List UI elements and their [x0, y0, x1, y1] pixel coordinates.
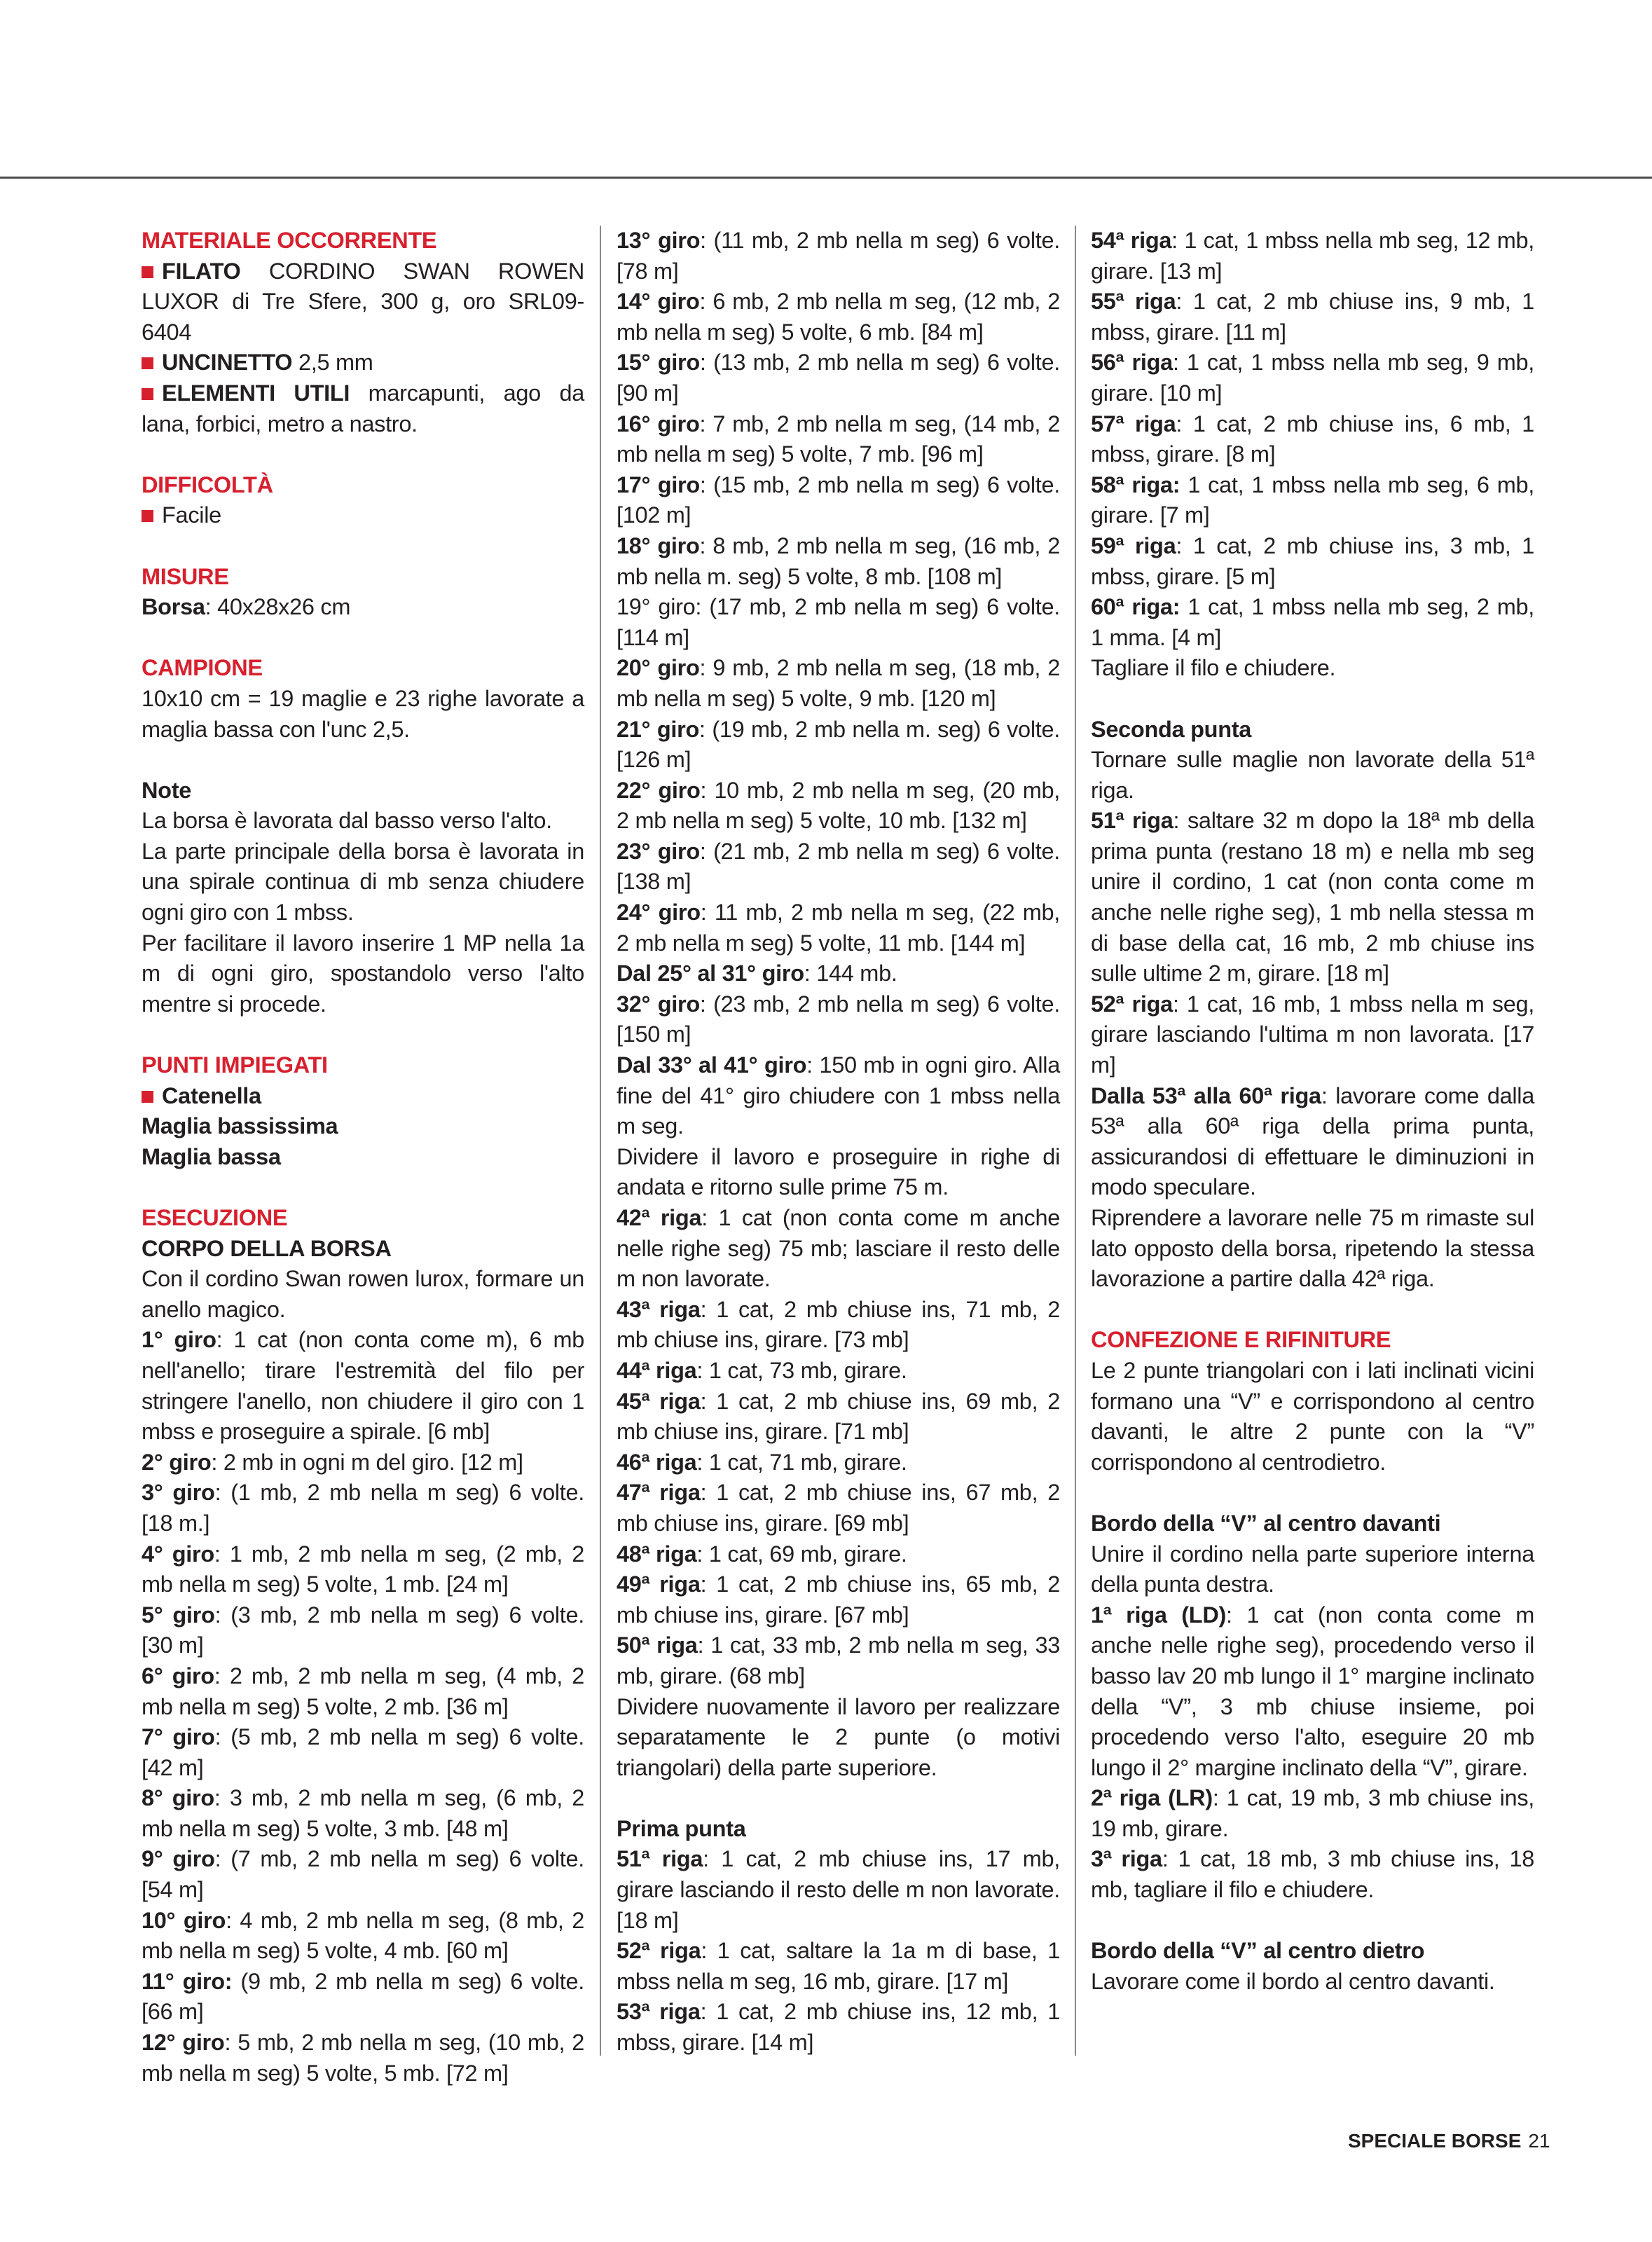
- body-text: : 1 cat, 1 mbss nella mb seg, 12 mb, girare. [13 m]: [1091, 228, 1534, 284]
- bold-label: Bordo della “V” al centro dietro: [1091, 1938, 1425, 1964]
- paragraph: [142, 684, 584, 745]
- bold-label: 17° giro: [617, 472, 700, 497]
- bold-label: Catenella: [162, 1082, 261, 1108]
- paragraph: [617, 1936, 1060, 1997]
- body-text: : 4 mb, 2 mb nella m seg, (8 mb, 2 mb nella m seg) 5 volte, 4 mb. [60 m]: [142, 1907, 584, 1964]
- paragraph: [1091, 806, 1534, 989]
- body-text: : 6 mb, 2 mb nella m seg, (12 mb, 2 mb nella m seg) 5 volte, 6 mb. [84 m]: [617, 289, 1060, 345]
- bold-label: 18° giro: [617, 532, 700, 558]
- body-text: : 1 cat (non conta come m), 6 mb nell'anello; tirare l'estremità del filo per stringere l'anello, non chiudere il giro con 1 mbss e proseguire a spirale. [6 mb]: [142, 1327, 584, 1445]
- body-text: 19° giro: (17 mb, 2 mb nella m seg) 6 volte. [114 m]: [617, 594, 1060, 650]
- bold-label: 9° giro: [142, 1846, 215, 1872]
- bold-label: 44ª riga: [617, 1357, 697, 1383]
- paragraph: [1091, 531, 1534, 592]
- paragraph: [142, 1722, 584, 1783]
- paragraph: [142, 1783, 584, 1844]
- body-text: : 7 mb, 2 mb nella m seg, (14 mb, 2 mb nella m seg) 5 volte, 7 mb. [96 m]: [617, 411, 1060, 467]
- paragraph: [142, 1447, 584, 1478]
- body-text: : 1 cat, 2 mb chiuse ins, 3 mb, 1 mbss, girare. [5 m]: [1091, 532, 1534, 589]
- bold-label: 13° giro: [617, 228, 701, 253]
- body-text: : 1 cat, 73 mb, girare.: [696, 1357, 907, 1383]
- bold-label: 46ª riga: [617, 1449, 697, 1475]
- paragraph: [617, 287, 1060, 348]
- paragraph: [1091, 715, 1534, 745]
- paragraph: [1091, 653, 1534, 684]
- paragraph: [617, 1050, 1060, 1142]
- body-text: : 1 cat (non conta come m anche nelle righe seg), procedendo verso il basso lav 20 mb lungo il 1° margine inclinato della “V”, 3 mb chiuse insieme, poi procedendo verso l'alto, eseguire 20 mb lungo il 2° margine inclinato della “V”, girare.: [1091, 1602, 1534, 1780]
- body-text: : 5 mb, 2 mb nella m seg, (10 mb, 2 mb nella m seg) 5 volte, 5 mb. [72 m]: [142, 2030, 584, 2086]
- paragraph: [617, 226, 1060, 287]
- body-text: La borsa è lavorata dal basso verso l'alto.: [142, 808, 552, 834]
- body-text: : 40x28x26 cm: [205, 594, 351, 620]
- paragraph: [1091, 348, 1534, 408]
- body-text: La parte principale della borsa è lavorata in una spirale continua di mb senza chiudere ogni giro con 1 mbss.: [142, 838, 584, 926]
- paragraph: [617, 1203, 1060, 1295]
- bullet-item: [142, 378, 584, 439]
- bold-label: 60ª riga:: [1091, 594, 1181, 620]
- paragraph: [1091, 1844, 1534, 1905]
- body-text: : 2 mb, 2 mb nella m seg, (4 mb, 2 mb nella m seg) 5 volte, 2 mb. [36 m]: [142, 1663, 584, 1719]
- bullet-item: [142, 500, 584, 531]
- body-text: (9 mb, 2 mb nella m seg) 6 volte. [66 m]: [142, 1968, 584, 2025]
- paragraph: [617, 348, 1060, 408]
- bold-label: 43ª riga: [617, 1296, 701, 1322]
- bold-label: 11° giro:: [142, 1968, 233, 1994]
- body-text: : (5 mb, 2 mb nella m seg) 6 volte. [42 m]: [142, 1724, 585, 1780]
- bold-label: 3ª riga: [1091, 1846, 1162, 1872]
- square-bullet-icon: [142, 266, 153, 278]
- bold-label: 4° giro: [142, 1541, 214, 1567]
- body-text: : (3 mb, 2 mb nella m seg) 6 volte. [30 m]: [142, 1602, 585, 1658]
- paragraph: [142, 1539, 584, 1600]
- paragraph: [1091, 989, 1534, 1081]
- section-heading: CONFEZIONE E RIFINITURE: [1091, 1327, 1391, 1353]
- bold-label: 52ª riga: [617, 1938, 701, 1964]
- bold-label: 24° giro: [617, 900, 701, 926]
- paragraph: [142, 776, 584, 806]
- paragraph: [142, 1906, 584, 1967]
- bold-label: Seconda punta: [1091, 716, 1252, 742]
- body-text: : 1 cat, 2 mb chiuse ins, 12 mb, 1 mbss, girare. [14 m]: [617, 1999, 1060, 2056]
- bold-label: 21° giro: [617, 716, 700, 742]
- body-text: marcapunti, ago da lana, forbici, metro a nastro.: [142, 380, 584, 436]
- paragraph: [617, 1569, 1060, 1630]
- paragraph: [1091, 409, 1534, 470]
- bold-label: 51ª riga: [1091, 808, 1173, 834]
- body-text: Tagliare il filo e chiudere.: [1091, 655, 1336, 681]
- paragraph: [617, 1142, 1060, 1203]
- paragraph-gap: [1091, 1295, 1534, 1326]
- paragraph: [617, 776, 1060, 837]
- body-text: : 1 cat (non conta come m anche nelle righe seg) 75 mb; lasciare il resto delle m non lavorate.: [617, 1205, 1060, 1292]
- bold-label: 12° giro: [142, 2030, 225, 2056]
- body-text: : (11 mb, 2 mb nella m seg) 6 volte. [78 m]: [617, 228, 1060, 284]
- body-text: : 8 mb, 2 mb nella m seg, (16 mb, 2 mb nella m. seg) 5 volte, 8 mb. [108 m]: [617, 532, 1060, 589]
- paragraph: [142, 1967, 584, 2028]
- paragraph-gap: [142, 439, 584, 470]
- bold-label: 54ª riga: [1091, 228, 1172, 253]
- paragraph-gap: [1091, 1906, 1534, 1937]
- paragraph: [1091, 1967, 1534, 1997]
- paragraph: [1091, 592, 1534, 653]
- paragraph: [1091, 1508, 1534, 1539]
- footer-section: SPECIALE BORSE: [1348, 2130, 1522, 2152]
- column-divider: [600, 226, 601, 2056]
- body-text: : (21 mb, 2 mb nella m seg) 6 volte. [138 m]: [617, 838, 1060, 895]
- paragraph: [617, 1997, 1060, 2058]
- bold-label: UNCINETTO: [162, 350, 293, 376]
- bold-label: 56ª riga: [1091, 350, 1173, 376]
- bold-label: ELEMENTI UTILI: [162, 380, 350, 406]
- bold-label: Maglia bassissima: [142, 1113, 338, 1139]
- column-1: [142, 226, 584, 2089]
- bold-label: 8° giro: [142, 1785, 214, 1811]
- body-text: : 2 mb in ogni m del giro. [12 m]: [211, 1449, 523, 1475]
- body-text: CORDINO SWAN ROWEN LUXOR di Tre Sfere, 300 g, oro SRL09-6404: [142, 258, 584, 345]
- bold-label: 2° giro: [142, 1449, 212, 1475]
- square-bullet-icon: [142, 1091, 153, 1103]
- body-text: 1 cat, 1 mbss nella mb seg, 2 mb, 1 mma. [4 m]: [1091, 594, 1535, 650]
- bold-label: 2ª riga (LR): [1091, 1785, 1213, 1811]
- paragraph: [1091, 287, 1534, 348]
- body-text: : 11 mb, 2 mb nella m seg, (22 mb, 2 mb nella m seg) 5 volte, 11 mb. [144 m]: [617, 900, 1060, 956]
- column-2: [617, 226, 1060, 2058]
- bold-label: Dalla 53ª alla 60ª riga: [1091, 1082, 1321, 1108]
- bold-label: 1° giro: [142, 1327, 216, 1353]
- column-divider: [1075, 226, 1076, 2056]
- bold-label: 6° giro: [142, 1663, 214, 1689]
- paragraph: [617, 1478, 1060, 1539]
- body-text: : 1 cat, 2 mb chiuse ins, 69 mb, 2 mb chiuse ins, girare. [71 mb]: [617, 1388, 1060, 1445]
- paragraph: [1091, 1936, 1534, 1967]
- paragraph: [617, 989, 1060, 1050]
- bold-label: 22° giro: [617, 777, 701, 803]
- bold-label: Prima punta: [617, 1815, 746, 1841]
- bold-label: Bordo della “V” al centro davanti: [1091, 1510, 1441, 1536]
- bold-label: 58ª riga:: [1091, 472, 1181, 497]
- body-text: : (7 mb, 2 mb nella m seg) 6 volte. [54 m]: [142, 1846, 585, 1903]
- section-heading: CAMPIONE: [142, 655, 263, 681]
- paragraph: [1091, 226, 1534, 287]
- body-text: : 1 cat, 1 mbss nella mb seg, 9 mb, girare. [10 m]: [1091, 350, 1534, 406]
- body-text: : 1 cat, 33 mb, 2 mb nella m seg, 33 mb, girare. (68 mb]: [617, 1632, 1060, 1689]
- paragraph: [142, 1478, 584, 1539]
- paragraph: [617, 837, 1060, 898]
- paragraph: [617, 1630, 1060, 1691]
- paragraph-gap: [142, 1172, 584, 1203]
- body-text: : 150 mb in ogni giro. Alla fine del 41° giro chiudere con 1 mbss nella m seg.: [617, 1052, 1060, 1139]
- section-heading: ESECUZIONE: [142, 1205, 288, 1230]
- section-heading: PUNTI IMPIEGATI: [142, 1052, 328, 1078]
- header-rule: [0, 177, 1652, 179]
- body-text: : 1 cat, saltare la 1a m di base, 1 mbss nella m seg, 16 mb, girare. [17 m]: [617, 1938, 1060, 1994]
- body-text: : lavorare come dalla 53ª alla 60ª riga della prima punta, assicurandosi di effettuare le diminuzioni in modo speculare.: [1091, 1082, 1534, 1200]
- paragraph: [142, 1111, 584, 1142]
- paragraph: [1091, 1356, 1534, 1478]
- bold-label: 7° giro: [142, 1724, 215, 1750]
- paragraph: [617, 1814, 1060, 1845]
- square-bullet-icon: [142, 388, 153, 400]
- square-bullet-icon: [142, 357, 153, 369]
- paragraph-gap: [617, 1783, 1060, 1814]
- paragraph-gap: [142, 1019, 584, 1050]
- paragraph: [617, 409, 1060, 470]
- paragraph: [617, 1844, 1060, 1936]
- body-text: : (23 mb, 2 mb nella m seg) 6 volte. [150 m]: [617, 991, 1060, 1047]
- body-text: : 144 mb.: [804, 961, 897, 986]
- bold-label: Dal 33° al 41° giro: [617, 1052, 807, 1078]
- paragraph: [1091, 1081, 1534, 1203]
- paragraph: [617, 470, 1060, 531]
- paragraph: [142, 806, 584, 837]
- paragraph: [142, 928, 584, 1020]
- section-heading: MISURE: [142, 563, 229, 589]
- bold-label: 10° giro: [142, 1907, 226, 1933]
- paragraph-gap: [142, 531, 584, 562]
- paragraph-gap: [1091, 684, 1534, 715]
- bold-label: 42ª riga: [617, 1205, 702, 1230]
- body-text: Facile: [162, 502, 221, 528]
- paragraph: [142, 1142, 584, 1173]
- page-number: 21: [1528, 2130, 1550, 2152]
- paragraph: [617, 531, 1060, 592]
- bold-label: 57ª riga: [1091, 411, 1176, 436]
- paragraph: [142, 2028, 584, 2089]
- body-text: Le 2 punte triangolari con i lati inclinati vicini formano una “V” e corrispondono al centro davanti, le altre 2 punte con la “V” corrispondono al centrodietro.: [1091, 1357, 1534, 1475]
- bold-label: 48ª riga: [617, 1541, 697, 1567]
- body-text: Con il cordino Swan rowen lurox, formare un anello magico.: [142, 1266, 584, 1322]
- section-heading: DIFFICOLTÀ: [142, 472, 273, 497]
- body-text: Dividere nuovamente il lavoro per realizzare separatamente le 2 punte (o motivi triangolari) della parte superiore.: [617, 1693, 1060, 1780]
- paragraph: [142, 1600, 584, 1661]
- body-text: Dividere il lavoro e proseguire in righe di andata e ritorno sulle prime 75 m.: [617, 1143, 1060, 1200]
- paragraph: [617, 715, 1060, 776]
- bold-label: 45ª riga: [617, 1388, 701, 1414]
- bold-label: Borsa: [142, 594, 205, 620]
- body-text: : 1 cat, 18 mb, 3 mb chiuse ins, 18 mb, tagliare il filo e chiudere.: [1091, 1846, 1534, 1903]
- paragraph: [142, 837, 584, 928]
- paragraph: [1091, 1203, 1534, 1295]
- body-text: : (19 mb, 2 mb nella m. seg) 6 volte. [126 m]: [617, 716, 1060, 773]
- body-text: : 1 cat, 71 mb, girare.: [696, 1449, 907, 1475]
- body-text: Tornare sulle maglie non lavorate della 51ª riga.: [1091, 747, 1534, 803]
- bold-label: 52ª riga: [1091, 991, 1173, 1017]
- body-text: : 10 mb, 2 mb nella m seg, (20 mb, 2 mb nella m seg) 5 volte, 10 mb. [132 m]: [617, 777, 1060, 834]
- paragraph: [142, 1234, 584, 1265]
- paragraph: [617, 1692, 1060, 1784]
- paragraph: [617, 898, 1060, 958]
- bold-label: 59ª riga: [1091, 532, 1176, 558]
- paragraph: [1091, 1539, 1534, 1600]
- bold-label: 50ª riga: [617, 1632, 698, 1658]
- bold-label: 3° giro: [142, 1480, 215, 1506]
- bold-label: 55ª riga: [1091, 289, 1176, 315]
- column-3: [1091, 226, 1534, 1997]
- body-text: : 9 mb, 2 mb nella m seg, (18 mb, 2 mb nella m seg) 5 volte, 9 mb. [120 m]: [617, 655, 1060, 711]
- paragraph: [617, 1356, 1060, 1387]
- bold-label: 14° giro: [617, 289, 700, 315]
- body-text: : 1 cat, 19 mb, 3 mb chiuse ins, 19 mb, girare.: [1091, 1785, 1534, 1841]
- paragraph: [142, 1264, 584, 1325]
- body-text: Per facilitare il lavoro inserire 1 MP nella 1a m di ogni giro, spostandolo verso l'alto mentre si procede.: [142, 930, 584, 1017]
- body-text: : 1 cat, 16 mb, 1 mbss nella m seg, girare lasciando l'ultima m non lavorata. [17 m]: [1091, 991, 1534, 1078]
- body-text: : 1 cat, 2 mb chiuse ins, 71 mb, 2 mb chiuse ins, girare. [73 mb]: [617, 1296, 1060, 1353]
- body-text: : (13 mb, 2 mb nella m seg) 6 volte. [90 m]: [617, 350, 1060, 406]
- bold-label: CORPO DELLA BORSA: [142, 1235, 392, 1261]
- paragraph: [142, 592, 584, 623]
- body-text: : saltare 32 m dopo la 18ª mb della prima punta (restano 18 m) e nella mb seg unire il cordino, 1 cat (non conta come m anche nelle righe seg), 1 mb nella stessa m di base della cat, 16 mb, 2 mb chiuse ins sulle ultime 2 m, girare. [18 m]: [1091, 808, 1534, 986]
- paragraph: [617, 592, 1060, 653]
- paragraph: [617, 1295, 1060, 1356]
- bold-label: 51ª riga: [617, 1846, 703, 1872]
- paragraph: [1091, 470, 1534, 531]
- page-footer: [1348, 2129, 1550, 2153]
- body-text: : (15 mb, 2 mb nella m seg) 6 volte. [102 m]: [617, 472, 1060, 528]
- body-text: 1 cat, 1 mbss nella mb seg, 6 mb, girare. [7 m]: [1091, 472, 1535, 528]
- bold-label: 23° giro: [617, 838, 700, 864]
- body-text: Riprendere a lavorare nelle 75 m rimaste sul lato opposto della borsa, ripetendo la stessa lavorazione a partire dalla 42ª riga.: [1091, 1205, 1534, 1292]
- paragraph: [617, 1387, 1060, 1447]
- bold-label: 16° giro: [617, 411, 700, 436]
- bold-label: Note: [142, 777, 192, 803]
- body-text: : 1 cat, 69 mb, girare.: [696, 1541, 907, 1567]
- bullet-item: [142, 348, 584, 378]
- bold-label: 32° giro: [617, 991, 700, 1017]
- bold-label: 15° giro: [617, 350, 700, 376]
- body-text: 10x10 cm = 19 maglie e 23 righe lavorate a maglia bassa con l'unc 2,5.: [142, 685, 584, 742]
- paragraph: [142, 1325, 584, 1447]
- body-text: : 3 mb, 2 mb nella m seg, (6 mb, 2 mb nella m seg) 5 volte, 3 mb. [48 m]: [142, 1785, 584, 1841]
- paragraph: [617, 958, 1060, 989]
- paragraph: [1091, 1783, 1534, 1844]
- body-text: Unire il cordino nella parte superiore interna della punta destra.: [1091, 1541, 1534, 1597]
- bold-label: 20° giro: [617, 655, 700, 681]
- body-text: : 1 cat, 2 mb chiuse ins, 9 mb, 1 mbss, girare. [11 m]: [1091, 289, 1534, 345]
- paragraph: [142, 1844, 584, 1905]
- paragraph: [617, 653, 1060, 714]
- bold-label: Dal 25° al 31° giro: [617, 961, 804, 986]
- body-text: : (1 mb, 2 mb nella m seg) 6 volte. [18 m.]: [142, 1480, 585, 1536]
- paragraph: [1091, 745, 1534, 806]
- body-text: : 1 cat, 2 mb chiuse ins, 67 mb, 2 mb chiuse ins, girare. [69 mb]: [617, 1480, 1060, 1536]
- bold-label: 53ª riga: [617, 1999, 701, 2025]
- bold-label: Maglia bassa: [142, 1143, 281, 1169]
- paragraph-gap: [142, 623, 584, 654]
- bold-label: FILATO: [162, 258, 241, 284]
- paragraph: [617, 1447, 1060, 1478]
- paragraph: [617, 1539, 1060, 1570]
- paragraph: [142, 1661, 584, 1722]
- body-text: Lavorare come il bordo al centro davanti.: [1091, 1968, 1495, 1994]
- paragraph: [1091, 1600, 1534, 1784]
- body-text: : 1 mb, 2 mb nella m seg, (2 mb, 2 mb nella m seg) 5 volte, 1 mb. [24 m]: [142, 1541, 584, 1597]
- bold-label: 49ª riga: [617, 1572, 701, 1597]
- bold-label: 47ª riga: [617, 1480, 701, 1506]
- paragraph-gap: [1091, 1478, 1534, 1508]
- body-text: : 1 cat, 2 mb chiuse ins, 65 mb, 2 mb chiuse ins, girare. [67 mb]: [617, 1572, 1060, 1628]
- section-heading: MATERIALE OCCORRENTE: [142, 228, 437, 253]
- bold-label: 5° giro: [142, 1602, 215, 1628]
- square-bullet-icon: [142, 510, 153, 522]
- paragraph-gap: [142, 745, 584, 776]
- body-text: : 1 cat, 2 mb chiuse ins, 17 mb, girare lasciando il resto delle m non lavorate. [18 m]: [617, 1846, 1060, 1933]
- bullet-item: [142, 256, 584, 348]
- body-text: : 1 cat, 2 mb chiuse ins, 6 mb, 1 mbss, girare. [8 m]: [1091, 411, 1534, 467]
- bullet-item: [142, 1081, 584, 1112]
- body-text: 2,5 mm: [292, 350, 373, 376]
- bold-label: 1ª riga (LD): [1091, 1602, 1227, 1628]
